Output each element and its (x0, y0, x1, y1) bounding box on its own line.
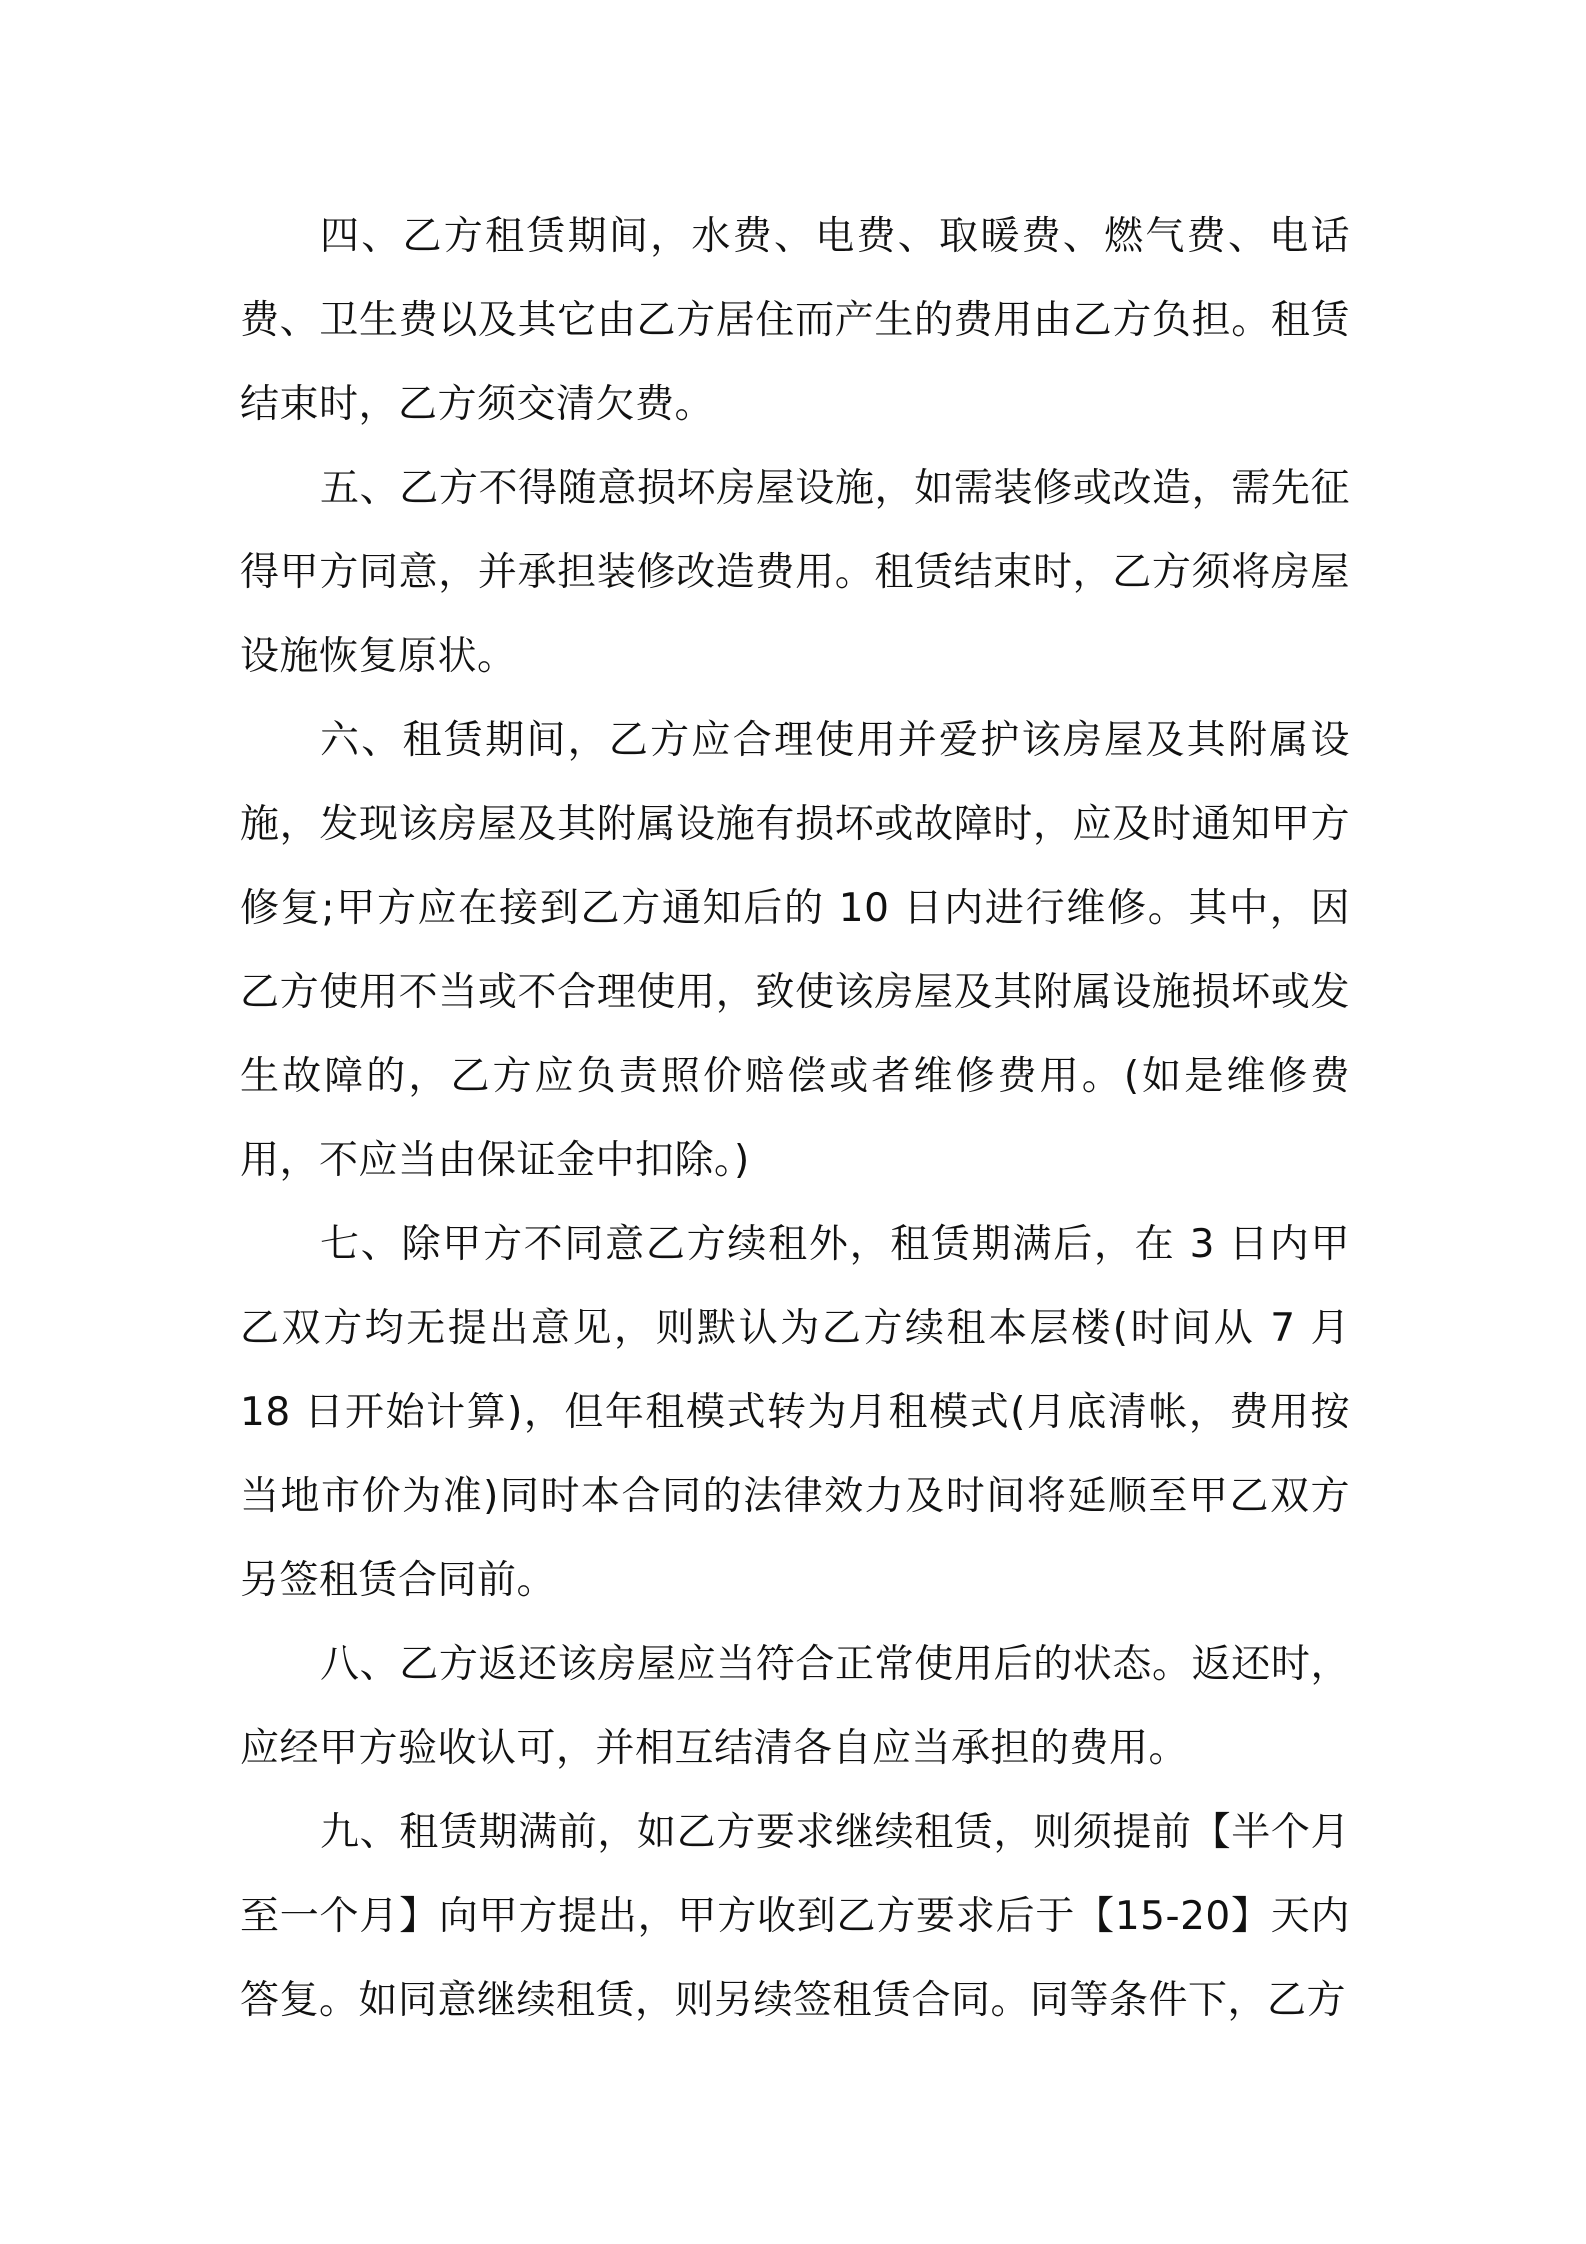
clause-five: 五、乙方不得随意损坏房屋设施，如需装修或改造，需先征得甲方同意，并承担装修改造费用。租赁结束时，乙方须将房屋设施恢复原状。 (240, 466, 1350, 679)
clause-eight: 八、乙方返还该房屋应当符合正常使用后的状态。返还时，应经甲方验收认可，并相互结清各自应当承担的费用。 (240, 1642, 1350, 1771)
clause-six: 六、租赁期间，乙方应合理使用并爱护该房屋及其附属设施，发现该房屋及其附属设施有损坏或故障时，应及时通知甲方修复;甲方应在接到乙方通知后的 10 日内进行维修。其中，因乙方使用不当或不合理使用，致使该房屋及其附属设施损坏或发生故障的，乙方应负责照价赔偿或者维修费用。(如是维修费用，不应当由保证金中扣除。) (240, 718, 1350, 1183)
clause-seven: 七、除甲方不同意乙方续租外，租赁期满后，在 3 日内甲乙双方均无提出意见，则默认为乙方续租本层楼(时间从 7 月 18 日开始计算)，但年租模式转为月租模式(月底清帐，费用按当地市价为准)同时本合同的法律效力及时间将延顺至甲乙双方另签租赁合同前。 (240, 1222, 1350, 1603)
clause-nine: 九、租赁期满前，如乙方要求继续租赁，则须提前【半个月至一个月】向甲方提出，甲方收到乙方要求后于【15-20】天内答复。如同意继续租赁，则另续签租赁合同。同等条件下，乙方 (240, 1810, 1350, 2023)
contract-body (240, 195, 1350, 2043)
clause-four: 四、乙方租赁期间，水费、电费、取暖费、燃气费、电话费、卫生费以及其它由乙方居住而产生的费用由乙方负担。租赁结束时，乙方须交清欠费。 (240, 214, 1350, 427)
